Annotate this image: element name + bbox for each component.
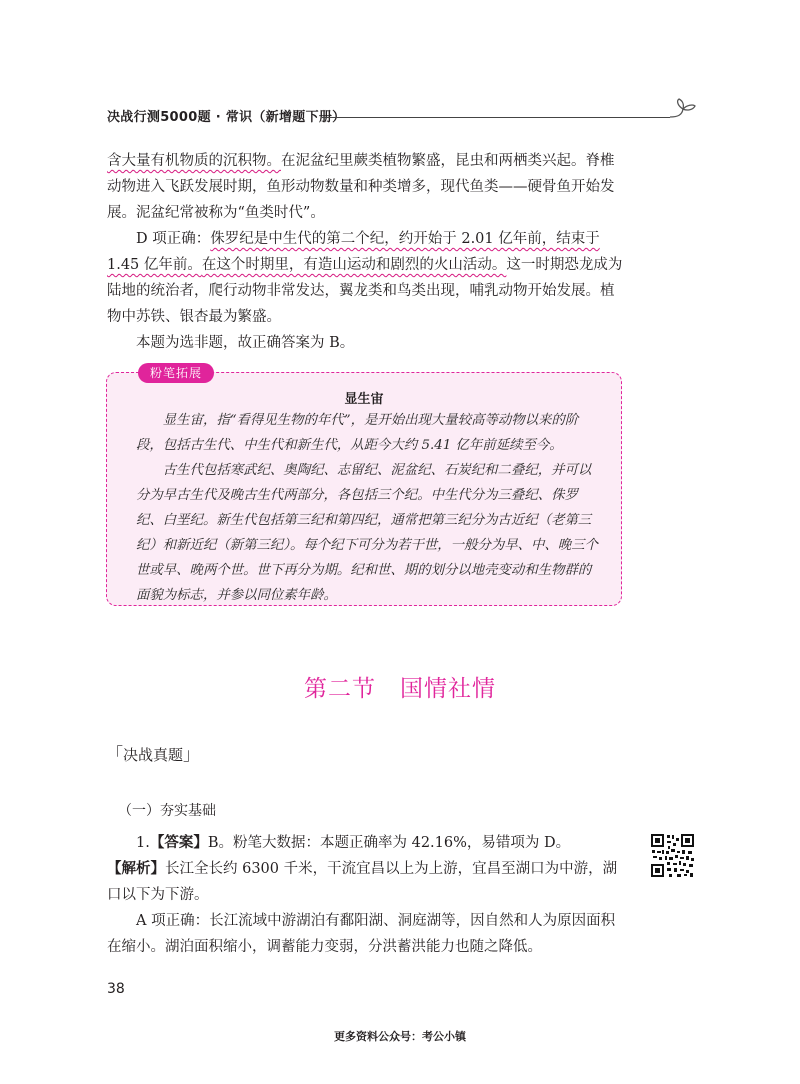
question-1 bbox=[107, 830, 625, 960]
highlight-text: 侏罗纪是中生代的第二个纪，约开始于 2.01 亿年前，结束于 1.45 亿年前。 bbox=[107, 231, 600, 273]
close-bracket: 」 bbox=[183, 745, 201, 765]
footer-note: 更多资料公众号：考公小镇 bbox=[334, 1030, 466, 1043]
analysis-text: 长江全长约 6300 千米，干流宜昌以上为上游，宜昌至湖口为中游，湖口以下为下游。 bbox=[107, 861, 618, 903]
paragraph-text: 这一时期恐龙成为陆地的统治者，爬行动物非常发达，翼龙类和鸟类出现，哺乳动物开始发展。植物中苏铁、银杏最为繁盛。 bbox=[107, 257, 623, 325]
option-a-text: A 项正确：长江流域中游湖泊有鄱阳湖、洞庭湖等，因自然和人为原因面积在缩小。湖泊面积缩小，调蓄能力变弱，分洪蓄洪能力也随之降低。 bbox=[107, 913, 616, 955]
option-d-lead: D 项正确： bbox=[136, 231, 211, 247]
exam-heading-label: 决战真题 bbox=[123, 746, 184, 764]
question-number: 1. bbox=[136, 835, 150, 851]
answer-label: 【答案】 bbox=[149, 834, 208, 851]
analysis-label: 【解析】 bbox=[107, 860, 165, 877]
running-header-title: 决战行测5000题 · 常识（新增题下册） bbox=[107, 110, 346, 125]
answer-explanation-top bbox=[107, 148, 625, 356]
extension-title: 显生宙 bbox=[344, 392, 384, 407]
sprout-icon bbox=[668, 96, 698, 122]
highlight-text: 含大量有机物质的沉积物。 bbox=[107, 153, 281, 169]
paragraph-text: 在泥盆纪里蕨类植物繁盛，昆虫和两栖类兴起。脊椎动物进入飞跃发展时期，鱼形动物数量和种类增多，现代鱼类——硬骨鱼开始发展。泥盆纪常被称为“鱼类时代”。 bbox=[107, 153, 615, 221]
conclusion-text: 本题为选非题，故正确答案为 B。 bbox=[136, 335, 355, 351]
exam-heading bbox=[106, 740, 200, 765]
subsection-title: （一）夯实基础 bbox=[118, 803, 216, 819]
open-bracket: 「 bbox=[106, 745, 123, 765]
page-number: 38 bbox=[107, 981, 125, 997]
extension-paragraph: 显生宙，指“看得见生物的年代”，是开始出现大量较高等动物以来的阶段，包括古生代、中生代和新生代，从距今大约 5.41 亿年前延续至今。 bbox=[136, 413, 579, 453]
qr-code-icon[interactable] bbox=[650, 833, 695, 878]
extension-tab-label: 粉笔拓展 bbox=[138, 363, 214, 383]
extension-paragraph: 古生代包括寒武纪、奥陶纪、志留纪、泥盆纪、石炭纪和二叠纪，并可以分为早古生代及晚古生代两部分，各包括三个纪。中生代分为三叠纪、侏罗纪、白垩纪。新生代包括第三纪和第四纪，通常把第三纪分为古近纪（老第三纪）和新近纪（新第三纪）。每个纪下可分为若干世，一般分为早、中、晚三个世或早、晚两个世。世下再分为期。纪和世、期的划分以地壳变动和生物群的面貌为标志，并参以同位素年龄。 bbox=[136, 463, 598, 603]
extension-body bbox=[136, 408, 602, 608]
answer-text: B。粉笔大数据：本题正确率为 42.16%，易错项为 D。 bbox=[207, 835, 571, 851]
section-title: 第二节 国情社情 bbox=[304, 676, 496, 702]
highlight-text: 在这个时期里，有造山运动和剧烈的火山活动。 bbox=[201, 257, 507, 273]
header-rule bbox=[322, 117, 670, 118]
